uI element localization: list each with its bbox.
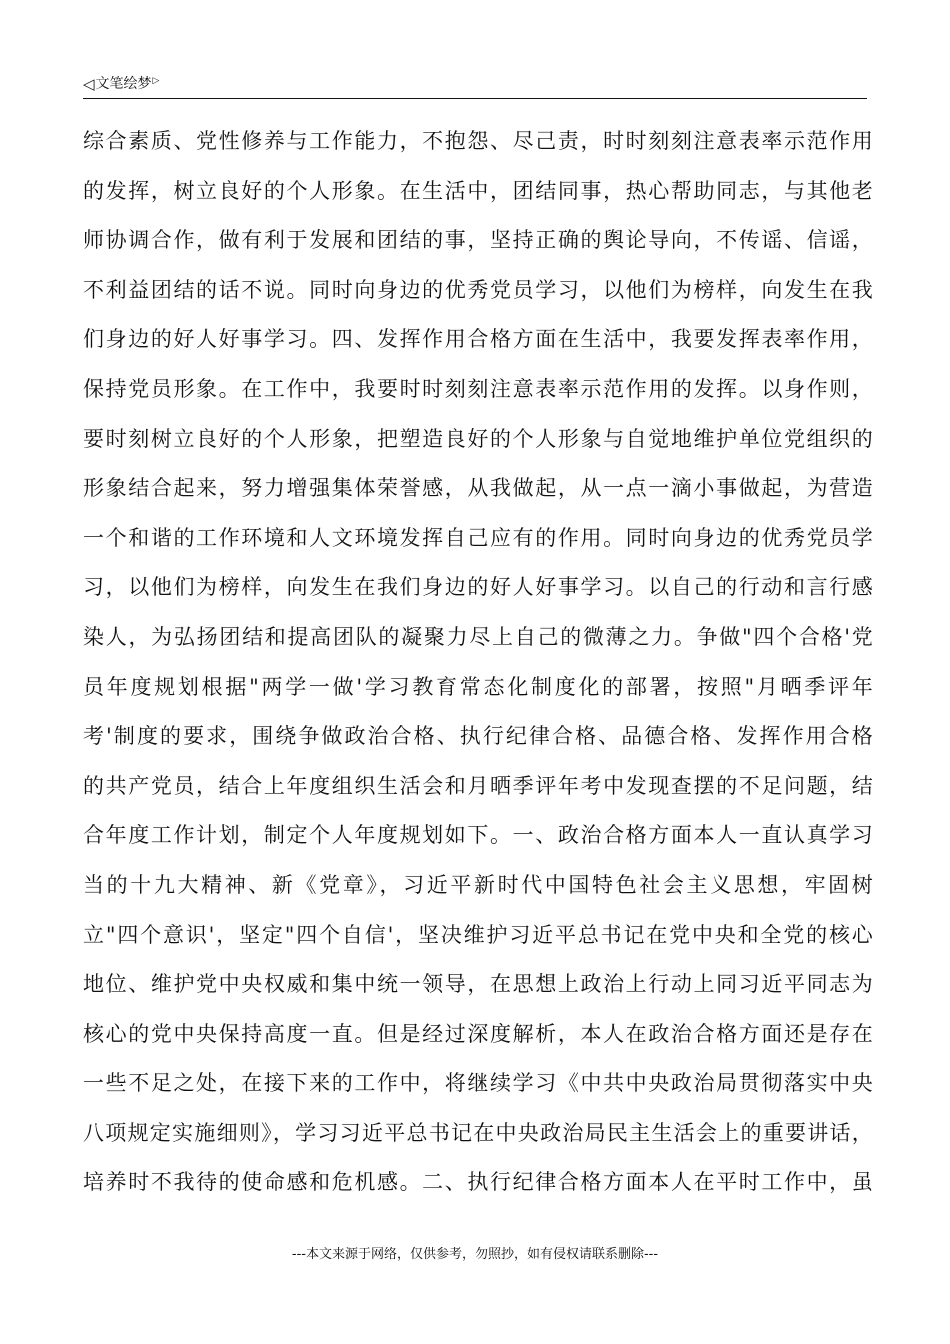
right-triangle-icon: ▷ <box>152 76 160 86</box>
text-line: 师协调合作，做有利于发展和团结的事，坚持正确的舆论导向，不传谣、信谣， <box>83 228 873 253</box>
brand-logo <box>83 75 159 93</box>
text-line: 立"四个意识'，坚定"四个自信'，坚决维护习近平总书记在党中央和全党的核心 <box>83 922 873 947</box>
text-line: 考'制度的要求，围绕争做政治合格、执行纪律合格、品德合格、发挥作用合格 <box>83 724 873 749</box>
text-line: 要时刻树立良好的个人形象，把塑造良好的个人形象与自觉地维护单位党组织的 <box>83 426 873 451</box>
text-line: 八项规定实施细则》，学习习近平总书记在中央政治局民主生活会上的重要讲话， <box>83 1120 873 1145</box>
text-line: 一个和谐的工作环境和人文环境发挥自己应有的作用。同时向身边的优秀党员学 <box>83 525 873 550</box>
brand-text: 文笔绘梦 <box>95 76 152 92</box>
left-triangle-icon: ◁ <box>83 75 95 93</box>
text-line: 合年度工作计划，制定个人年度规划如下。一、政治合格方面本人一直认真学习 <box>83 823 873 848</box>
text-line: 不利益团结的话不说。同时向身边的优秀党员学习，以他们为榜样，向发生在我 <box>83 277 873 302</box>
text-line: 形象结合起来，努力增强集体荣誉感，从我做起，从一点一滴小事做起，为营造 <box>83 476 873 501</box>
text-line: 的共产党员，结合上年度组织生活会和月晒季评年考中发现查摆的不足问题，结 <box>83 773 873 798</box>
text-line: 染人，为弘扬团结和提高团队的凝聚力尽上自己的微薄之力。争做"四个合格'党 <box>83 624 873 649</box>
text-line: 地位、维护党中央权威和集中统一领导，在思想上政治上行动上同习近平同志为 <box>83 972 873 997</box>
text-line: 综合素质、党性修养与工作能力，不抱怨、尽己责，时时刻刻注意表率示范作用 <box>83 129 873 153</box>
text-line: 培养时不我待的使命感和危机感。二、执行纪律合格方面本人在平时工作中，虽 <box>83 1170 873 1195</box>
text-line: 保持党员形象。在工作中，我要时时刻刻注意表率示范作用的发挥。以身作则， <box>83 376 873 401</box>
text-line: 们身边的好人好事学习。四、发挥作用合格方面在生活中，我要发挥表率作用， <box>83 327 873 352</box>
text-line: 的发挥，树立良好的个人形象。在生活中，团结同事，热心帮助同志，与其他老 <box>83 178 873 203</box>
document-body <box>83 117 873 1208</box>
footer-disclaimer: ---本文来源于网络，仅供参考，勿照抄，如有侵权请联系删除--- <box>291 1247 659 1262</box>
text-line: 习，以他们为榜样，向发生在我们身边的好人好事学习。以自己的行动和言行感 <box>83 575 873 600</box>
text-line: 当的十九大精神、新《党章》，习近平新时代中国特色社会主义思想，牢固树 <box>83 872 873 897</box>
text-line: 一些不足之处，在接下来的工作中，将继续学习《中共中央政治局贯彻落实中央 <box>83 1071 873 1096</box>
text-line: 员年度规划根据"两学一做'学习教育常态化制度化的部署，按照"月晒季评年 <box>83 674 873 699</box>
page-header <box>83 74 867 99</box>
text-line: 核心的党中央保持高度一直。但是经过深度解析，本人在政治合格方面还是存在 <box>83 1021 873 1046</box>
